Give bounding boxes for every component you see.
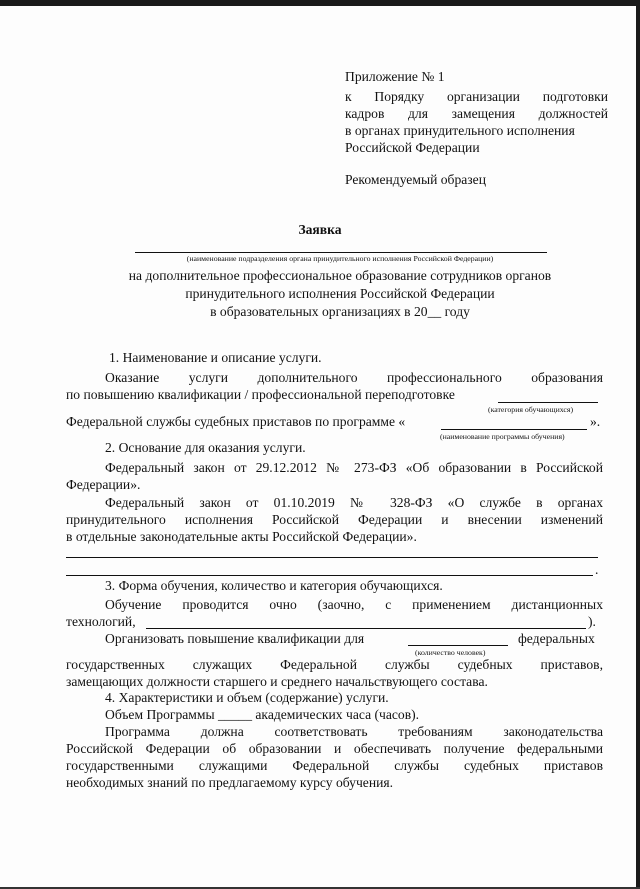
category-caption: (категория обучающихся) [488, 405, 574, 414]
section-4-p1-line-2: Российской Федерации об образовании и обеспечивать получение федеральными [66, 741, 603, 756]
header-line-2: принудительного исполнения Российской Федерации [185, 286, 495, 301]
section-2-p2-line-3: в отдельные законодательные акты Российской Федерации». [66, 529, 417, 544]
section-1-line-1 [105, 370, 603, 386]
section-4-p1-line-3: государственными служащими Федеральной службы судебных приставов [66, 758, 603, 773]
section-3-p1-line-1: Обучение проводится очно (заочно, с применением дистанционных [105, 597, 603, 612]
section-3-p1-line-2: технологий, [66, 614, 136, 629]
word: подготовки [542, 89, 608, 104]
section-2-p2-line-2: принудительного исполнения Российской Федерации и внесении изменений [66, 512, 603, 527]
appendix-line-4: в органах принудительного исполнения [345, 123, 575, 138]
word: кадров [345, 106, 385, 121]
header-line-3: в образовательных организациях в 20__ году [210, 304, 470, 319]
scan-edge-top [0, 0, 640, 6]
word: для [408, 106, 428, 121]
program-caption: (наименование программы обучения) [440, 432, 565, 441]
section-2-p1-line-1: Федеральный закон от 29.12.2012 № 273-ФЗ «Об образовании в Российской [105, 460, 603, 475]
word: Порядку [374, 89, 425, 104]
word: Оказание [105, 370, 160, 385]
word: организации [446, 89, 520, 104]
blank-line-2-end: . [595, 562, 599, 577]
count-blank-line [408, 645, 508, 646]
section-3-p1-line-2-end: ). [588, 614, 596, 629]
word: замещения [451, 106, 515, 121]
program-blank-line [441, 429, 587, 430]
program-volume: Объем Программы _____ академических часа (часов). [105, 707, 420, 722]
section-1-heading: 1. Наименование и описание услуги. [109, 350, 322, 365]
subdivision-blank-line [135, 252, 547, 253]
section-3-p2-line-3: замещающих должности старшего и среднего начальствующего состава. [66, 674, 488, 689]
header-line-1: на дополнительное профессиональное образование сотрудников органов [128, 268, 552, 283]
word: дополнительного [257, 370, 358, 385]
section-3-heading: 3. Форма обучения, количество и категория обучающихся. [105, 578, 443, 593]
appendix-line-2 [345, 89, 608, 105]
section-1-line-2: по повышению квалификации / профессиональной переподготовке [66, 387, 455, 402]
section-2-heading: 2. Основание для оказания услуги. [105, 440, 306, 455]
subdivision-caption: (наименование подразделения органа принудительного исполнения Российской Федерации) [186, 254, 494, 263]
word: профессионального [387, 370, 502, 385]
section-4-heading: 4. Характеристики и объем (содержание) услуги. [105, 690, 389, 705]
section-1-line-3: Федеральной службы судебных приставов по программе « [66, 414, 406, 429]
blank-line-1 [66, 557, 598, 558]
section-2-p1-line-2: Федерации». [66, 477, 141, 492]
recommended-sample: Рекомендуемый образец [345, 172, 486, 187]
scan-edge-right [636, 0, 640, 889]
section-4-p1-line-4: необходимых знаний по предлагаемому курсу обучения. [66, 775, 394, 790]
section-1-line-3-end: ». [590, 414, 601, 429]
section-3-p2-line-2: государственных служащих Федеральной службы судебных приставов, [66, 657, 603, 672]
section-3-p2-line-1: Организовать повышение квалификации для [105, 631, 365, 646]
section-3-p2-line-1-end: федеральных [518, 631, 595, 646]
word: услуги [188, 370, 229, 385]
category-blank-line [498, 402, 598, 403]
blank-line-2 [66, 575, 593, 576]
document-title: Заявка [298, 222, 342, 237]
word: к [345, 89, 352, 104]
count-caption: (количество человек) [415, 648, 486, 657]
section-4-p1-line-1: Программа должна соответствовать требованиям законодательства [105, 724, 603, 739]
word: должностей [538, 106, 608, 121]
section-2-p2-line-1: Федеральный закон от 01.10.2019 № 328-ФЗ «О службе в органах [105, 495, 603, 510]
appendix-line-3 [345, 106, 608, 122]
technologies-blank-line [146, 628, 586, 629]
word: образования [531, 370, 603, 385]
appendix-number: Приложение № 1 [345, 69, 445, 84]
appendix-line-5: Российской Федерации [345, 140, 480, 155]
